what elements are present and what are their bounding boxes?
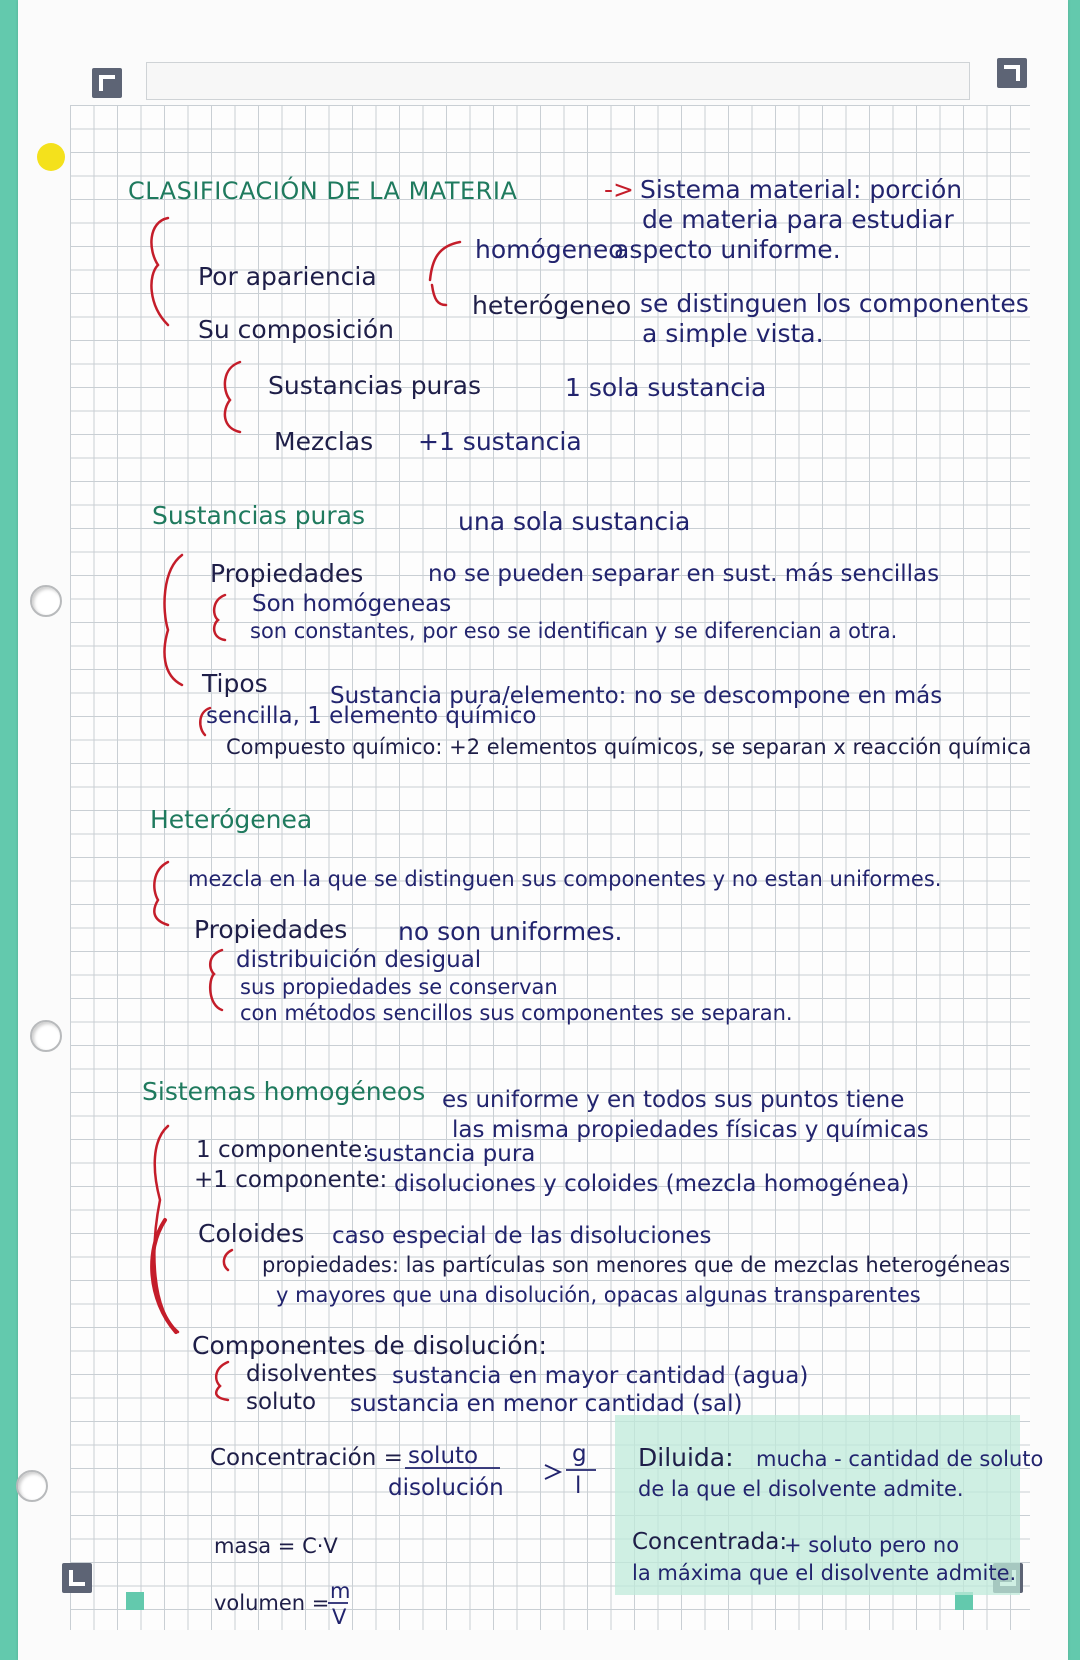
concentracion-label: Concentración = <box>210 1445 403 1471</box>
mezclas-label: Mezclas <box>274 427 374 456</box>
volumen-label: volumen = <box>214 1591 330 1615</box>
heterogeneo-label: heterógeneo <box>472 291 632 320</box>
distribucion: distribuición desigual <box>236 947 482 973</box>
volumen-denominator: V <box>332 1605 347 1629</box>
metodos: con métodos sencillos sus componentes se separan. <box>240 1001 793 1025</box>
definition-line-1: Sistema material: porción <box>640 175 963 204</box>
heterogenea-heading: Heterógenea <box>150 805 313 834</box>
diluida-label: Diluida: <box>638 1443 734 1472</box>
su-composicion: Su composición <box>198 315 395 344</box>
punch-hole-icon <box>16 1470 48 1502</box>
propiedades-label: Propiedades <box>210 559 364 588</box>
disolvente: disolventes <box>246 1361 377 1387</box>
concentrada-desc-2: la máxima que el disolvente admite. <box>632 1561 1017 1585</box>
homogeneo-label: homógeneo <box>475 235 624 264</box>
homogeneos-desc-1: es uniforme y en todos sus puntos tiene <box>442 1087 905 1113</box>
uno-componente: 1 componente: <box>196 1137 370 1163</box>
sustancias-puras-label: Sustancias puras <box>268 371 482 400</box>
concentracion-denominator: disolución <box>388 1475 504 1501</box>
sustancias-puras-heading-desc: una sola sustancia <box>458 507 691 536</box>
tipos-desc: Sustancia pura/elemento: no se descompone en más <box>330 683 943 709</box>
heterogeneo-desc-1: se distinguen los componentes <box>640 289 1029 318</box>
mas-componente-desc: disoluciones y coloides (mezcla homogénea) <box>394 1171 910 1197</box>
sustancias-puras-desc: 1 sola sustancia <box>565 373 767 402</box>
sencilla: sencilla, 1 elemento químico <box>206 703 537 729</box>
son-constantes: son constantes, por eso se identifican y se diferencian a otra. <box>250 619 898 643</box>
title-arrow: -> <box>604 175 634 204</box>
tipos-label: Tipos <box>202 669 268 698</box>
teal-square-icon <box>126 1592 144 1610</box>
coloides-prop-1: propiedades: las partículas son menores que de mezclas heterogéneas <box>262 1253 1011 1277</box>
heterogeneo-desc-2: a simple vista. <box>642 319 824 348</box>
homogeneos-desc-2: las misma propiedades físicas y químicas <box>452 1117 929 1143</box>
son-homogeneas: Son homógeneas <box>252 591 452 617</box>
concentrada-label: Concentrada: <box>632 1529 788 1555</box>
homogeneo-desc: aspecto uniforme. <box>614 235 841 264</box>
sus-propiedades: sus propiedades se conservan <box>240 975 558 999</box>
diluida-desc-2: de la que el disolvente admite. <box>638 1477 964 1501</box>
homogeneos-heading: Sistemas homogéneos <box>142 1077 426 1106</box>
masa-formula: masa = C·V <box>214 1534 338 1558</box>
corner-marker-top-left-icon <box>92 68 122 98</box>
corner-marker-top-right-icon <box>997 58 1027 88</box>
heterogenea-propiedades-label: Propiedades <box>194 915 348 944</box>
header-box <box>146 62 970 100</box>
concentrada-desc: + soluto pero no <box>784 1533 960 1557</box>
volumen-numerator: m <box>330 1579 351 1603</box>
yellow-dot-icon <box>37 143 65 171</box>
componentes-disolucion: Componentes de disolución: <box>192 1331 547 1360</box>
units-denominator: l <box>575 1473 582 1499</box>
concentracion-numerator: soluto <box>408 1443 479 1469</box>
mezclas-desc: +1 sustancia <box>418 427 582 456</box>
corner-marker-bottom-left-icon <box>62 1563 92 1593</box>
definition-line-2: de materia para estudiar <box>642 205 954 234</box>
coloides-prop-2: y mayores que una disolución, opacas algunas transparentes <box>276 1283 921 1307</box>
heterogenea-propiedades-desc: no son uniformes. <box>398 917 623 946</box>
uno-componente-desc: sustancia pura <box>366 1141 536 1167</box>
propiedades-desc: no se pueden separar en sust. más sencillas <box>428 561 940 587</box>
soluto-desc: sustancia en menor cantidad (sal) <box>350 1391 743 1417</box>
punch-hole-icon <box>30 1020 62 1052</box>
coloides-desc: caso especial de las disoluciones <box>332 1223 712 1249</box>
sustancias-puras-heading: Sustancias puras <box>152 501 366 530</box>
page-title: CLASIFICACIÓN DE LA MATERIA <box>128 177 518 205</box>
diluida-desc: mucha - cantidad de soluto <box>756 1447 1044 1471</box>
por-apariencia: Por apariencia <box>198 262 377 291</box>
mas-componente: +1 componente: <box>194 1167 388 1193</box>
soluto: soluto <box>246 1389 317 1415</box>
heterogenea-mezcla: mezcla en la que se distinguen sus componentes y no estan uniformes. <box>188 867 942 891</box>
compuesto: Compuesto químico: +2 elementos químicos, se separan x reacción química <box>226 735 1032 759</box>
units-numerator: g <box>572 1441 587 1467</box>
punch-hole-icon <box>30 585 62 617</box>
coloides-label: Coloides <box>198 1219 305 1248</box>
disolvente-desc: sustancia en mayor cantidad (agua) <box>392 1363 809 1389</box>
